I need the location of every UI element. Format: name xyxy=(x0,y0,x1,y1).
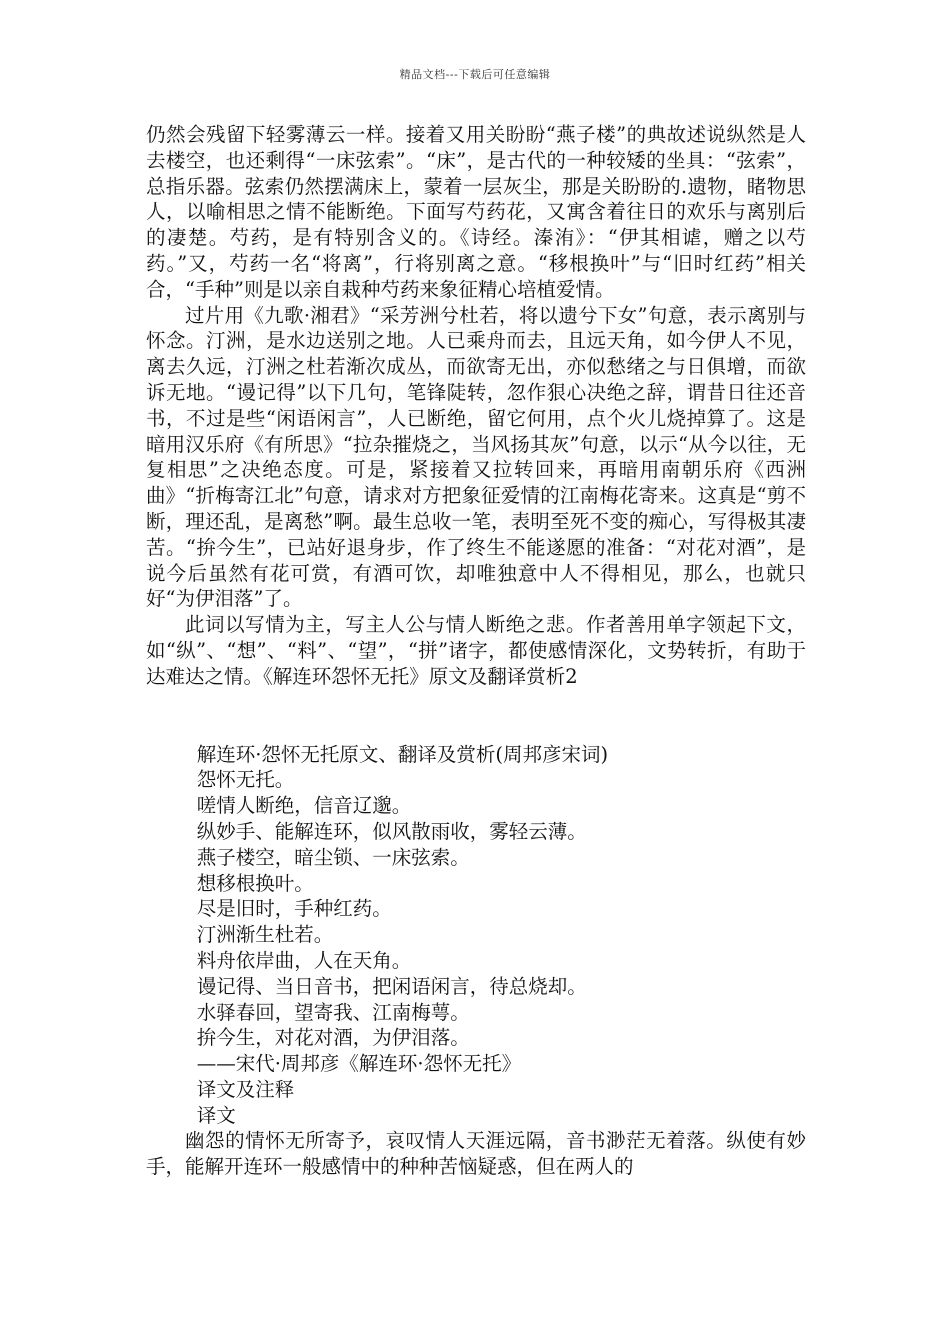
document-body xyxy=(146,122,806,1180)
poem-title-line: 解连环·怨怀无托原文、翻译及赏析(周邦彦宋词) xyxy=(196,742,609,766)
poem-line: 尽是旧时，手种红药。 xyxy=(196,897,392,921)
section-heading-translation: 译文 xyxy=(196,1103,236,1127)
poem-line: 纵妙手、能解连环，似风散雨收，雾轻云薄。 xyxy=(196,819,587,843)
poem-line: 谩记得、当日音书，把闲语闲言，待总烧却。 xyxy=(196,974,587,998)
section-heading-translation-notes: 译文及注释 xyxy=(196,1077,295,1101)
poem-line: 想移根换叶。 xyxy=(196,871,314,895)
poem-line: 料舟依岸曲，人在天角。 xyxy=(196,948,412,972)
poem-attribution: ——宋代·周邦彦《解连环·怨怀无托》 xyxy=(196,1052,522,1076)
poem-line: 怨怀无托。 xyxy=(196,768,295,792)
paragraph-translation: 幽怨的情怀无所寄予，哀叹情人天涯远隔，音书渺茫无着落。纵使有妙手，能解开连环一般感情中的种种苦恼疑惑，但在两人的 xyxy=(146,1129,806,1179)
poem-line: 嗟情人断绝，信音辽邈。 xyxy=(196,794,412,818)
poem-line: 水驿春回，望寄我、江南梅萼。 xyxy=(196,1000,470,1024)
paragraph-summary: 此词以写情为主，写主人公与情人断绝之悲。作者善用单字领起下文，如“纵”、“想”、“料”、“望”，“拼”诸字，都使感情深化，文势转折，有助于达难达之情。《解连环怨怀无托》原文及翻译赏析2 xyxy=(146,613,806,688)
poem-line: 汀洲渐生杜若。 xyxy=(196,923,334,947)
paragraph-analysis-second-half: 过片用《九歌·湘君》“采芳洲兮杜若，将以遗兮下女”句意，表示离别与怀念。汀洲，是水边送别之地。人已乘舟而去，且远天角，如今伊人不见，离去久远，汀洲之杜若渐次成丛，而欲寄无出，亦似愁绪之与日俱增，而欲诉无地。“谩记得”以下几句，笔锋陡转，忽作狠心决绝之辞，谓昔日往还音书，不过是些“闲语闲言”，人已断绝，留它何用，点个火儿烧掉算了。这是暗用汉乐府《有所思》“拉杂摧烧之，当风扬其灰”句意，以示“从今以往，无复相思”之决绝态度。可是，紧接着又拉转回来，再暗用南朝乐府《西洲曲》“折梅寄江北”句意，请求对方把象征爱情的江南梅花寄来。这真是“剪不断，理还乱，是离愁”啊。最生总收一笔，表明至死不变的痴心，写得极其凄苦。“拚今生”，已站好退身步，作了终生不能遂愿的准备：“对花对酒”，是说今后虽然有花可赏，有酒可饮，却唯独意中人不得相见，那么，也就只好“为伊泪落”了。 xyxy=(146,303,806,611)
poem-line: 拚今生，对花对酒，为伊泪落。 xyxy=(196,1026,470,1050)
page-header: 精品文档---下载后可任意编辑 xyxy=(399,68,551,81)
poem-line: 燕子楼空，暗尘锁、一床弦索。 xyxy=(196,845,470,869)
paragraph-continued: 仍然会残留下轻雾薄云一样。接着又用关盼盼“燕子楼”的典故述说纵然是人去楼空，也还剩得“一床弦索”。“床”，是古代的一种较矮的坐具：“弦索”，总指乐器。弦索仍然摆满床上，蒙着一层灰尘，那是关盼盼的.遗物，睹物思人，以喻相思之情不能断绝。下面写芍药花，又寓含着往日的欢乐与离别后的凄楚。芍药，是有特别含义的。《诗经。溱洧》：“伊其相谑，赠之以芍药。”又，芍药一名“将离”，行将别离之意。“移根换叶”与“旧时红药”相关合，“手种”则是以亲自栽种芍药来象征精心培植爱情。 xyxy=(146,123,806,301)
section-gap xyxy=(146,690,806,742)
